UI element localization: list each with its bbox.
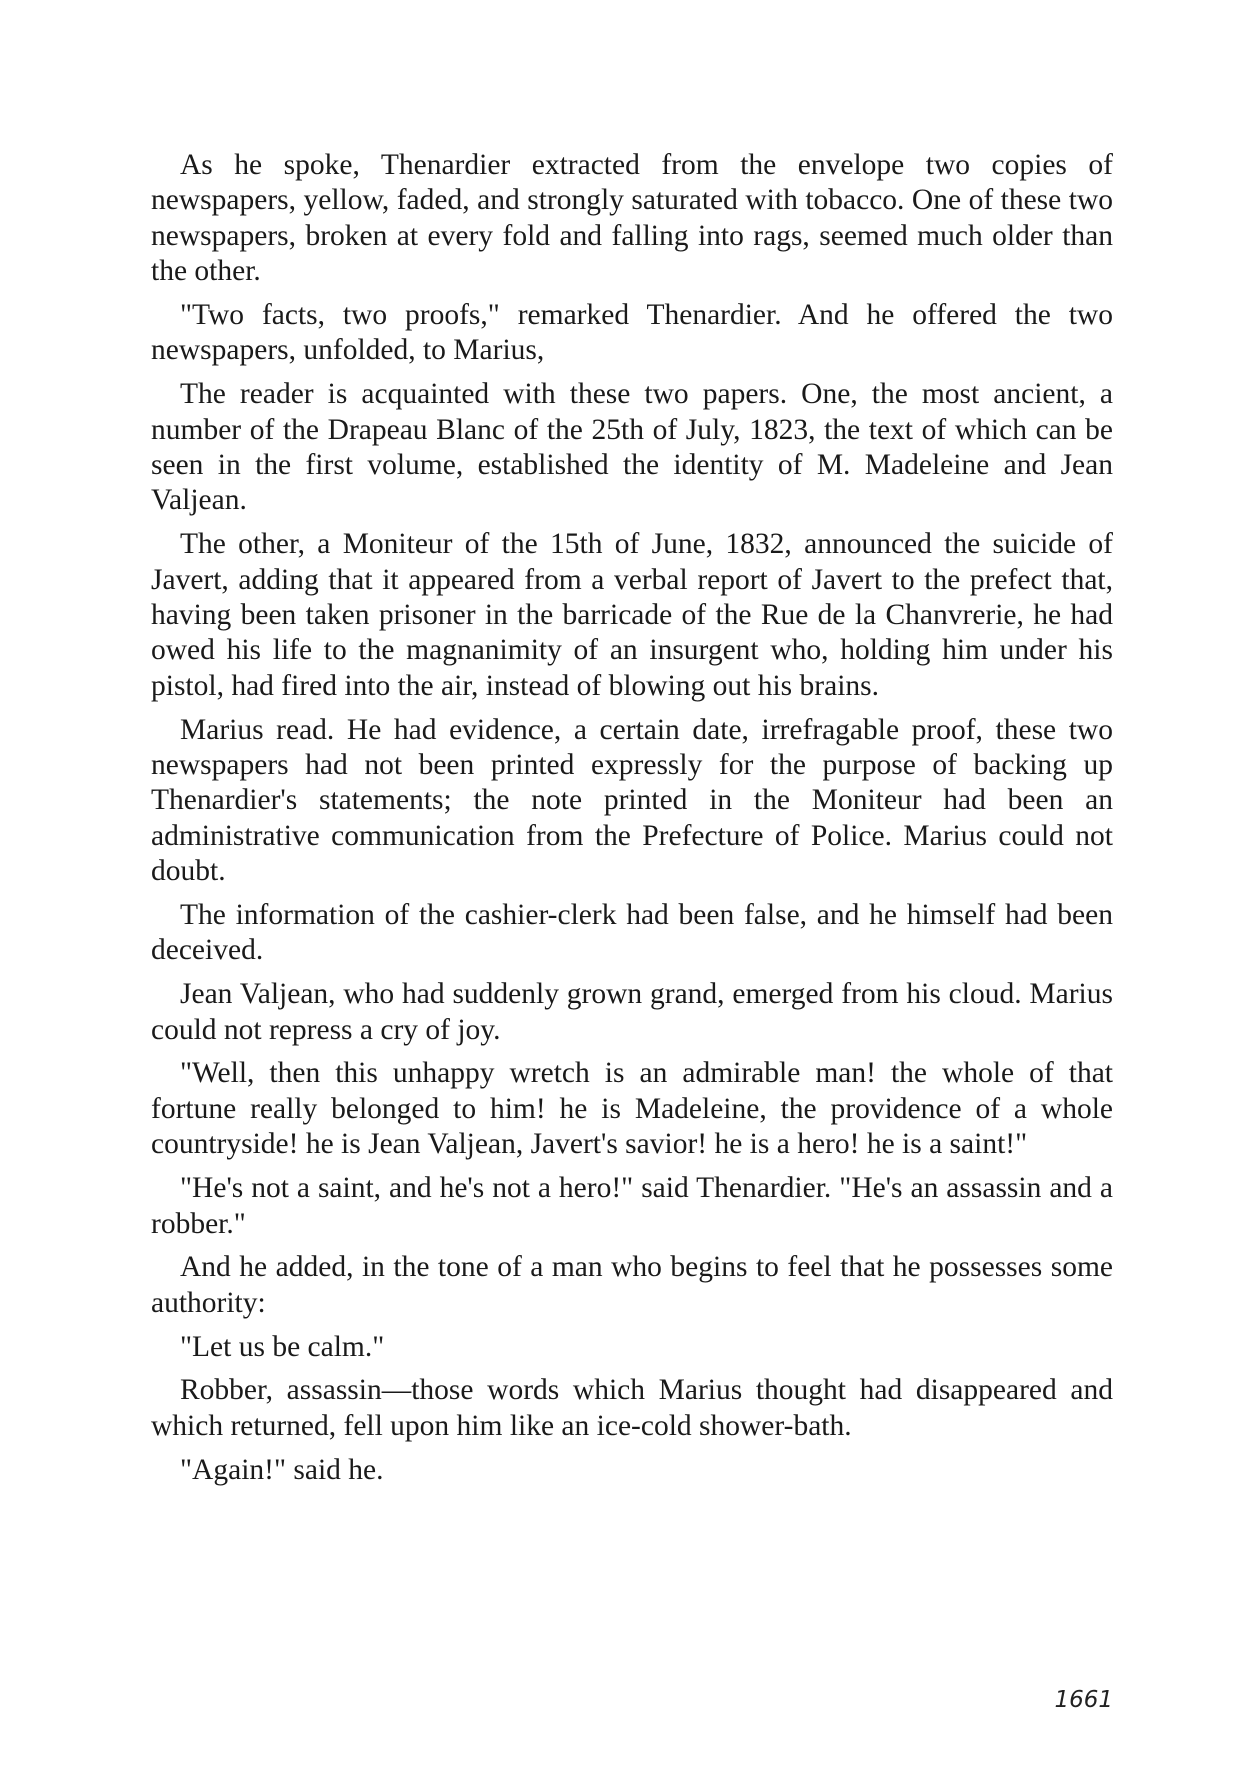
paragraph: The other, a Moniteur of the 15th of June, 1832, announced the suicide of Javert, adding that it appeared from a verbal report of Javert to the prefect that, having been taken prisoner in the barricade of the Rue de la Chanvrerie, he had owed his life to the magnanimity of an insurgent who, holding him under his pistol, had fired into the air, instead of blowing out his brains. — [151, 528, 1113, 702]
paragraph: And he added, in the tone of a man who begins to feel that he possesses some authority: — [151, 1251, 1113, 1319]
paragraph: "Two facts, two proofs," remarked Thenardier. And he offered the two newspapers, unfolded, to Marius, — [151, 299, 1113, 367]
body-text — [151, 148, 1113, 1496]
paragraph: The information of the cashier-clerk had been false, and he himself had been deceived. — [151, 899, 1113, 967]
paragraph: "He's not a saint, and he's not a hero!" said Thenardier. "He's an assassin and a robber." — [151, 1172, 1113, 1240]
paragraph: "Let us be calm." — [180, 1330, 385, 1363]
paragraph: Marius read. He had evidence, a certain date, irrefragable proof, these two newspapers had not been printed expressly for the purpose of backing up Thenardier's statements; the note printed in the Moniteur had been an administrative communication from the Prefecture of Police. Marius could not doubt. — [151, 713, 1113, 888]
page-number: 1661 — [1054, 1687, 1113, 1713]
paragraph: As he spoke, Thenardier extracted from the envelope two copies of newspapers, yellow, faded, and strongly saturated with tobacco. One of these two newspapers, broken at every fold and falling into rags, seemed much older than the other. — [151, 149, 1113, 288]
paragraph: Robber, assassin—those words which Marius thought had disappeared and which returned, fell upon him like an ice-cold shower-bath. — [151, 1374, 1113, 1442]
paragraph: Jean Valjean, who had suddenly grown grand, emerged from his cloud. Marius could not repress a cry of joy. — [151, 978, 1113, 1046]
paragraph: "Again!" said he. — [180, 1453, 384, 1486]
paragraph: The reader is acquainted with these two papers. One, the most ancient, a number of the Drapeau Blanc of the 25th of July, 1823, the text of which can be seen in the first volume, established the identity of M. Madeleine and Jean Valjean. — [151, 378, 1113, 517]
paragraph: "Well, then this unhappy wretch is an admirable man! the whole of that fortune really belonged to him! he is Madeleine, the providence of a whole countryside! he is Jean Valjean, Javert's savior! he is a hero! he is a saint!" — [151, 1057, 1113, 1161]
